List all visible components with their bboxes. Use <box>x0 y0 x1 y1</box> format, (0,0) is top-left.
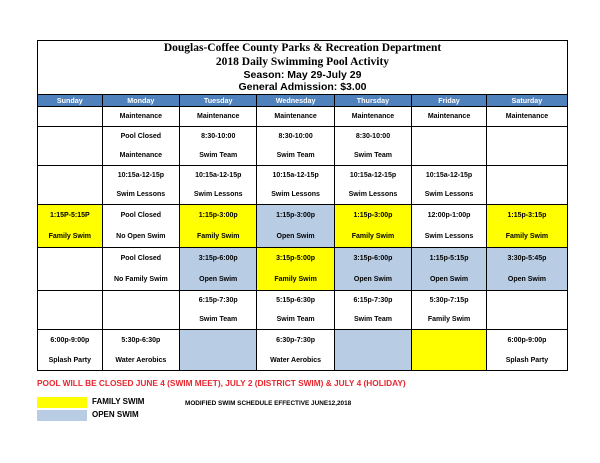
day-header-monday: Monday <box>102 95 179 107</box>
cell-activity: Family Swim <box>351 233 395 240</box>
cell-time: Pool Closed <box>120 255 162 262</box>
schedule-cell-saturday <box>486 330 567 371</box>
cell-activity: Splash Party <box>48 356 92 364</box>
closure-notice: POOL WILL BE CLOSED JUNE 4 (SWIM MEET), JULY 2 (DISTRICT SWIM) & JULY 4 (HOLIDAY) <box>37 378 406 388</box>
cell-time: 3:30p-5:45p <box>507 255 547 262</box>
schedule-cell-wednesday <box>257 205 334 248</box>
cell-activity: Swim Team <box>353 316 392 323</box>
schedule-cell-tuesday <box>180 127 257 166</box>
schedule-cell-monday <box>102 107 179 127</box>
cell-activity: Swim Lessons <box>271 191 320 198</box>
schedule-cell-monday <box>102 205 179 248</box>
cell-activity: Swim Team <box>353 152 392 159</box>
schedule-cell-saturday <box>486 205 567 248</box>
schedule-cell-friday <box>412 166 487 205</box>
cell-time: Pool Closed <box>120 212 162 219</box>
cell-time: 5:30p-6:30p <box>121 336 161 344</box>
cell-activity: Open Swim <box>507 276 546 283</box>
schedule-cell-wednesday <box>257 166 334 205</box>
day-header-friday: Friday <box>412 95 487 107</box>
schedule-cell-sunday <box>38 248 103 291</box>
schedule-cell-tuesday <box>180 291 257 330</box>
schedule-cell-friday <box>412 248 487 291</box>
cell-time: 5:30p-7:15p <box>429 297 469 304</box>
schedule-table <box>37 94 568 371</box>
cell-time: 3:15p-6:00p <box>353 255 393 262</box>
schedule-cell-sunday <box>38 127 103 166</box>
schedule-cell-sunday <box>38 330 103 371</box>
cell-time: 12:00p-1:00p <box>427 212 471 219</box>
schedule-header <box>37 40 568 94</box>
season-dates: Season: May 29-July 29 <box>243 69 362 81</box>
cell-activity: Swim Lessons <box>424 233 474 240</box>
cell-time: Pool Closed <box>120 133 162 140</box>
schedule-cell-thursday <box>334 166 411 205</box>
cell-time: Maintenance <box>119 113 163 120</box>
cell-time: 1:15p-3:00p <box>353 212 393 219</box>
cell-activity: No Family Swim <box>114 276 168 283</box>
schedule-cell-wednesday <box>257 248 334 291</box>
cell-activity: Water Aerobics <box>270 356 322 364</box>
schedule-cell-friday <box>412 291 487 330</box>
family-swim-swatch <box>37 397 87 408</box>
cell-time: Maintenance <box>351 113 395 120</box>
org-name: Douglas-Coffee County Parks & Recreation Department <box>163 42 442 54</box>
open-swim-legend-label: OPEN SWIM <box>92 410 139 419</box>
schedule-cell-sunday <box>38 205 103 248</box>
schedule-cell-wednesday <box>257 330 334 371</box>
day-header-row <box>38 95 568 107</box>
modified-schedule-note: MODIFIED SWIM SCHEDULE EFFECTIVE JUNE12,2018 <box>185 400 352 407</box>
cell-activity: Water Aerobics <box>115 356 167 364</box>
cell-time: 6:00p-9:00p <box>50 336 90 344</box>
schedule-cell-friday <box>412 205 487 248</box>
cell-activity: Swim Lessons <box>348 191 398 198</box>
schedule-cell-wednesday <box>257 291 334 330</box>
cell-time: 10:15a-12-15p <box>117 172 164 179</box>
schedule-cell-thursday <box>334 127 411 166</box>
day-header-tuesday: Tuesday <box>180 95 257 107</box>
cell-activity: No Open Swim <box>116 233 166 240</box>
cell-activity: Maintenance <box>119 152 163 159</box>
cell-activity: Swim Team <box>276 152 315 159</box>
cell-activity: Swim Lessons <box>116 191 166 198</box>
schedule-row <box>38 291 568 330</box>
cell-activity: Family Swim <box>505 233 549 240</box>
general-admission: General Admission: $3.00 <box>238 81 367 93</box>
schedule-cell-tuesday <box>180 166 257 205</box>
cell-activity: Family Swim <box>48 233 92 240</box>
cell-activity: Open Swim <box>276 233 315 240</box>
schedule-row <box>38 248 568 291</box>
schedule-cell-friday <box>412 107 487 127</box>
schedule-cell-saturday <box>486 166 567 205</box>
schedule-cell-saturday <box>486 291 567 330</box>
schedule-cell-wednesday <box>257 107 334 127</box>
schedule-cell-monday <box>102 127 179 166</box>
family-swim-legend-label: FAMILY SWIM <box>92 397 145 406</box>
schedule-row <box>38 166 568 205</box>
cell-activity: Open Swim <box>353 276 393 283</box>
cell-time: 1:15p-5:15p <box>429 255 469 262</box>
schedule-cell-monday <box>102 248 179 291</box>
cell-time: 3:15p-5:00p <box>276 255 316 262</box>
open-swim-swatch <box>37 410 87 421</box>
schedule-cell-saturday <box>486 107 567 127</box>
cell-time: 10:15a-12-15p <box>272 172 319 179</box>
cell-time: 6:30p-7:30p <box>276 336 316 344</box>
cell-time: 8:30-10:00 <box>278 133 313 140</box>
schedule-cell-saturday <box>486 127 567 166</box>
cell-time: Maintenance <box>505 113 549 120</box>
schedule-row <box>38 330 568 371</box>
cell-activity: Swim Team <box>199 316 238 323</box>
cell-time: 1:15p-3:00p <box>198 212 238 219</box>
schedule-title: 2018 Daily Swimming Pool Activity <box>215 56 390 68</box>
cell-time: Maintenance <box>197 113 240 120</box>
cell-time: 1:15p-3:15p <box>507 212 547 219</box>
schedule-cell-tuesday <box>180 107 257 127</box>
cell-activity: Open Swim <box>429 276 469 283</box>
schedule-cell-monday <box>102 291 179 330</box>
cell-time: 1:15p-3:00p <box>276 212 316 219</box>
schedule-row <box>38 107 568 127</box>
schedule-row <box>38 127 568 166</box>
day-header-saturday: Saturday <box>486 95 567 107</box>
cell-time: 10:15a-12-15p <box>425 172 473 179</box>
cell-activity: Swim Lessons <box>424 191 474 198</box>
schedule-cell-thursday <box>334 205 411 248</box>
schedule-cell-wednesday <box>257 127 334 166</box>
cell-time: 8:30-10:00 <box>355 133 391 140</box>
schedule-cell-monday <box>102 330 179 371</box>
cell-activity: Family Swim <box>197 233 240 240</box>
cell-time: 6:15p-7:30p <box>198 297 238 304</box>
schedule-row <box>38 205 568 248</box>
cell-activity: Splash Party <box>505 356 549 364</box>
cell-activity: Open Swim <box>199 276 238 283</box>
cell-time: 6:15p-7:30p <box>353 297 393 304</box>
cell-activity: Swim Team <box>199 152 238 159</box>
schedule-cell-saturday <box>486 248 567 291</box>
cell-time: Maintenance <box>427 113 471 120</box>
schedule-cell-friday <box>412 127 487 166</box>
day-header-thursday: Thursday <box>334 95 411 107</box>
day-header-sunday: Sunday <box>38 95 103 107</box>
schedule-cell-thursday <box>334 291 411 330</box>
cell-time: 3:15p-6:00p <box>198 255 238 262</box>
cell-activity: Family Swim <box>274 276 317 283</box>
schedule-cell-thursday <box>334 330 411 371</box>
schedule-cell-tuesday <box>180 205 257 248</box>
schedule-cell-sunday <box>38 107 103 127</box>
schedule-cell-monday <box>102 166 179 205</box>
cell-time: 8:30-10:00 <box>201 133 236 140</box>
schedule-cell-tuesday <box>180 248 257 291</box>
cell-time: Maintenance <box>274 113 317 120</box>
schedule-cell-sunday <box>38 291 103 330</box>
schedule-cell-thursday <box>334 248 411 291</box>
cell-activity: Family Swim <box>427 316 471 323</box>
schedule-cell-thursday <box>334 107 411 127</box>
schedule-cell-tuesday <box>180 330 257 371</box>
cell-time: 5:15p-6:30p <box>276 297 316 304</box>
day-header-wednesday: Wednesday <box>257 95 334 107</box>
cell-activity: Swim Team <box>276 316 315 323</box>
schedule-cell-sunday <box>38 166 103 205</box>
cell-time: 1:15P-5:15P <box>49 212 90 219</box>
cell-time: 10:15a-12-15p <box>195 172 242 179</box>
schedule-cell-friday <box>412 330 487 371</box>
cell-time: 10:15a-12-15p <box>349 172 397 179</box>
cell-activity: Swim Lessons <box>193 191 243 198</box>
cell-time: 6:00p-9:00p <box>507 336 547 344</box>
